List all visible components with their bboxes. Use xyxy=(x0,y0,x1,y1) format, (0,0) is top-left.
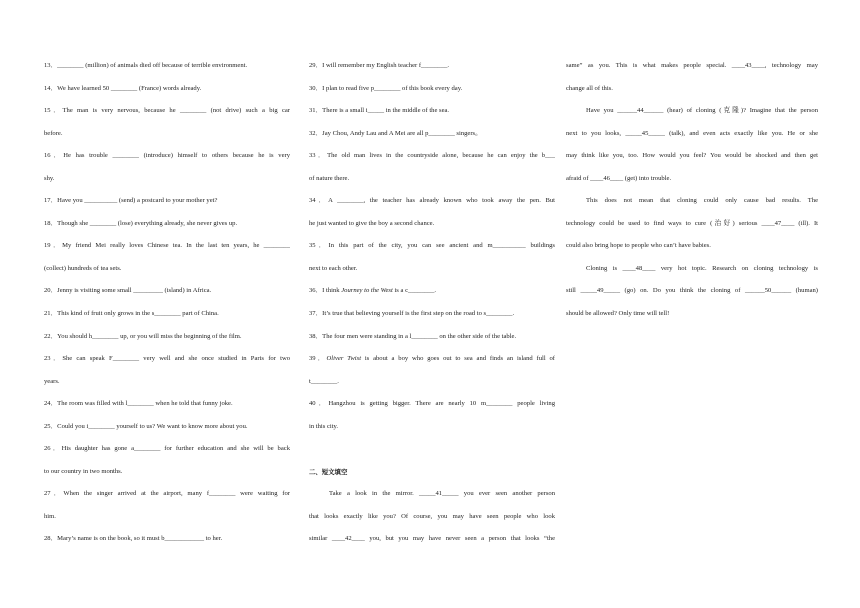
question-34-cont: he just wanted to give the boy a second chance. xyxy=(309,219,435,227)
left-column xyxy=(44,55,290,551)
question-17: 17．Have you __________ (send) a postcard to your mother yet? xyxy=(44,197,218,205)
question-13: 13．________ (million) of animals died off because of terrible environment. xyxy=(44,62,248,69)
passage-line-9: afraid of ____46____ (get) into trouble. xyxy=(566,174,672,182)
question-40-cont: in this city. xyxy=(309,422,339,430)
book-title: Journey to the West xyxy=(341,287,393,295)
right-column xyxy=(566,55,818,326)
question-22: 22．You should h________ up, or you will miss the beginning of the film. xyxy=(44,332,242,340)
question-28: 28．Mary’s name is on the book, so it must b____________ to her. xyxy=(44,535,223,543)
passage-line-5: change all of this. xyxy=(566,84,613,92)
question-16: 16．He has trouble ________ (introduce) himself to others because he is very xyxy=(44,152,290,160)
question-33: 33．The old man lives in the countryside alone, because he can enjoy the b___ xyxy=(309,152,555,160)
question-20: 20．Jenny is visiting some small _________ (island) in Africa. xyxy=(44,287,212,295)
question-30: 30．I plan to read five p________ of this book every day. xyxy=(309,84,463,92)
passage-line-6: Have you ______44______ (hear) of cloning (克隆)? Imagine that the person xyxy=(586,107,818,115)
question-21: 21．This kind of fruit only grows in the s________ part of China. xyxy=(44,310,219,318)
passage-line-12: could also bring hope to people who can’t have babies. xyxy=(566,242,711,250)
passage-line-8: may think like you, too. How would you feel? You would be shocked and then get xyxy=(566,152,818,160)
question-27: 27．When the singer arrived at the airport, many f________ were waiting for xyxy=(44,490,290,498)
question-35: 35．In this part of the city, you can see ancient and m__________ buildings xyxy=(309,242,555,250)
question-31: 31．There is a small i_____ in the middle of the sea. xyxy=(309,107,450,115)
question-40: 40．Hangzhou is getting bigger. There are nearly 10 m________ people living xyxy=(309,400,555,408)
question-29: 29．I will remember my English teacher f________. xyxy=(309,62,450,69)
question-16-cont: shy. xyxy=(44,174,55,182)
passage-line-13: Cloning is ____48____ very hot topic. Research on cloning technology is xyxy=(586,264,818,272)
question-18: 18．Though she ________ (lose) everything already, she never gives up. xyxy=(44,219,238,227)
question-34: 34．A ________, the teacher has already known who took away the pen. But xyxy=(309,197,555,205)
passage-line-3: similar ____42____ you, but you may have never seen a person that looks “the xyxy=(309,535,555,543)
question-26-cont: to our country in two months. xyxy=(44,467,123,475)
question-32: 32．Jay Chou, Andy Lau and A Mei are all p________ singers。 xyxy=(309,129,482,137)
question-15: 15．The man is very nervous, because he ________ (not drive) such a big car xyxy=(44,107,290,115)
question-36: 36．I think Journey to the West is a c________. xyxy=(309,287,437,295)
question-19: 19．My friend Mei really loves Chinese tea. In the last ten years, he ________ xyxy=(44,242,290,250)
passage-line-14: still _____49_____ (go) on. Do you think the cloning of ______50______ (human) xyxy=(566,287,818,295)
question-24: 24．The room was filled with l________ when he told that funny joke. xyxy=(44,400,233,408)
question-19-cont: (collect) hundreds of tea sets. xyxy=(44,264,122,272)
middle-column xyxy=(309,55,555,551)
question-26: 26．His daughter has gone a________ for further education and she will be back xyxy=(44,445,290,453)
passage-line-7: next to you looks, _____45_____ (talk), and even acts exactly like you. He or she xyxy=(566,129,818,137)
passage-line-11: technology could be used to find ways to cure (治好) serious ____47____ (ill). It xyxy=(566,219,818,227)
passage-line-2: that looks exactly like you? Of course, you may have seen people who look xyxy=(309,512,555,520)
question-37: 37．It’s true that believing yourself is the first step on the road to s________. xyxy=(309,310,515,318)
question-35-cont: next to each other. xyxy=(309,264,358,272)
passage-line-15: should be allowed? Only time will tell! xyxy=(566,310,670,318)
section-heading: 二、短文填空 xyxy=(309,467,348,476)
book-title: Oliver Twist xyxy=(326,355,362,363)
question-23: 23．She can speak F________ very well and she once studied in Paris for two xyxy=(44,355,290,363)
question-39-cont: t________. xyxy=(309,377,339,385)
question-25: 25．Could you i________ yourself to us? We want to know more about you. xyxy=(44,422,248,430)
passage-line-4: same” as you. This is what makes people special. ____43____, technology may xyxy=(566,62,818,69)
question-39: 39．Oliver Twist is about a boy who goes out to sea and finds an island full of xyxy=(309,355,555,363)
question-27-cont: him. xyxy=(44,512,56,520)
passage-line-1: Take a look in the mirror. _____41_____ you ever seen another person xyxy=(329,490,555,498)
question-38: 38．The four men were standing in a l________ on the other side of the table. xyxy=(309,332,517,340)
spacer-line xyxy=(309,438,555,461)
question-14: 14．We have learned 50 ________ (France) words already. xyxy=(44,84,202,92)
question-33-cont: of nature there. xyxy=(309,174,350,182)
passage-line-10: This does not mean that cloning could only cause bad results. The xyxy=(586,197,818,205)
question-23-cont: years. xyxy=(44,377,60,385)
question-15-cont: before. xyxy=(44,129,63,137)
